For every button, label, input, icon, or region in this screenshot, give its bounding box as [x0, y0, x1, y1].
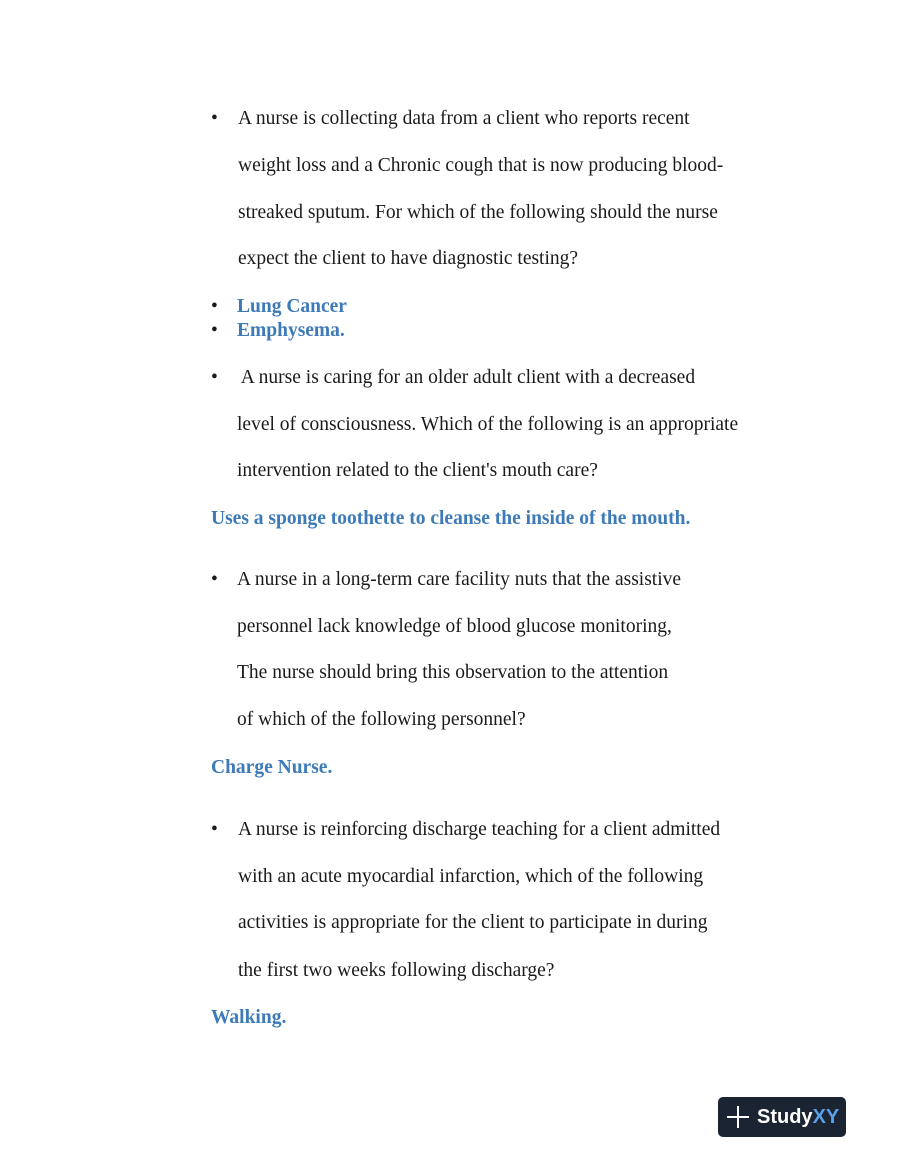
logo-text-study: Study — [757, 1105, 813, 1128]
bullet-icon: • — [211, 569, 218, 590]
question-3-line-4: of which of the following personnel? — [237, 709, 526, 730]
studyxy-logo[interactable] — [718, 1097, 846, 1137]
bullet-icon: • — [211, 320, 218, 341]
bullet-icon: • — [211, 819, 218, 840]
bullet-icon: • — [211, 108, 218, 129]
question-1-answer-1: Lung Cancer — [237, 296, 347, 317]
question-3-answer: Charge Nurse. — [211, 757, 333, 778]
question-4-answer: Walking. — [211, 1007, 287, 1028]
question-2-line-2: level of consciousness. Which of the following is an appropriate — [237, 414, 739, 435]
question-4-line-4: the first two weeks following discharge? — [238, 960, 555, 981]
plus-icon — [727, 1106, 749, 1128]
question-4-line-1: A nurse is reinforcing discharge teaching for a client admitted — [238, 819, 721, 840]
bullet-icon: • — [211, 367, 218, 388]
question-3-line-3: The nurse should bring this observation to the attention — [237, 662, 669, 683]
question-3-line-2: personnel lack knowledge of blood glucose monitoring, — [237, 616, 672, 637]
question-1-line-2: weight loss and a Chronic cough that is now producing blood- — [238, 155, 724, 176]
question-3-line-1: A nurse in a long-term care facility nuts that the assistive — [237, 569, 682, 590]
question-1-line-4: expect the client to have diagnostic testing? — [238, 248, 579, 269]
question-2-answer: Uses a sponge toothette to cleanse the inside of the mouth. — [211, 508, 691, 529]
question-1-answer-2: Emphysema. — [237, 320, 345, 341]
question-4-line-2: with an acute myocardial infarction, which of the following — [238, 866, 704, 887]
question-2-line-3: intervention related to the client's mouth care? — [237, 460, 598, 481]
question-2-line-1: A nurse is caring for an older adult client with a decreased — [237, 367, 696, 388]
question-4-line-3: activities is appropriate for the client to participate in during — [238, 912, 708, 933]
bullet-icon: • — [211, 296, 218, 317]
logo-text-xy: XY — [812, 1105, 840, 1128]
question-1-line-1: A nurse is collecting data from a client who reports recent — [238, 108, 690, 129]
question-1-line-3: streaked sputum. For which of the following should the nurse — [238, 202, 718, 223]
